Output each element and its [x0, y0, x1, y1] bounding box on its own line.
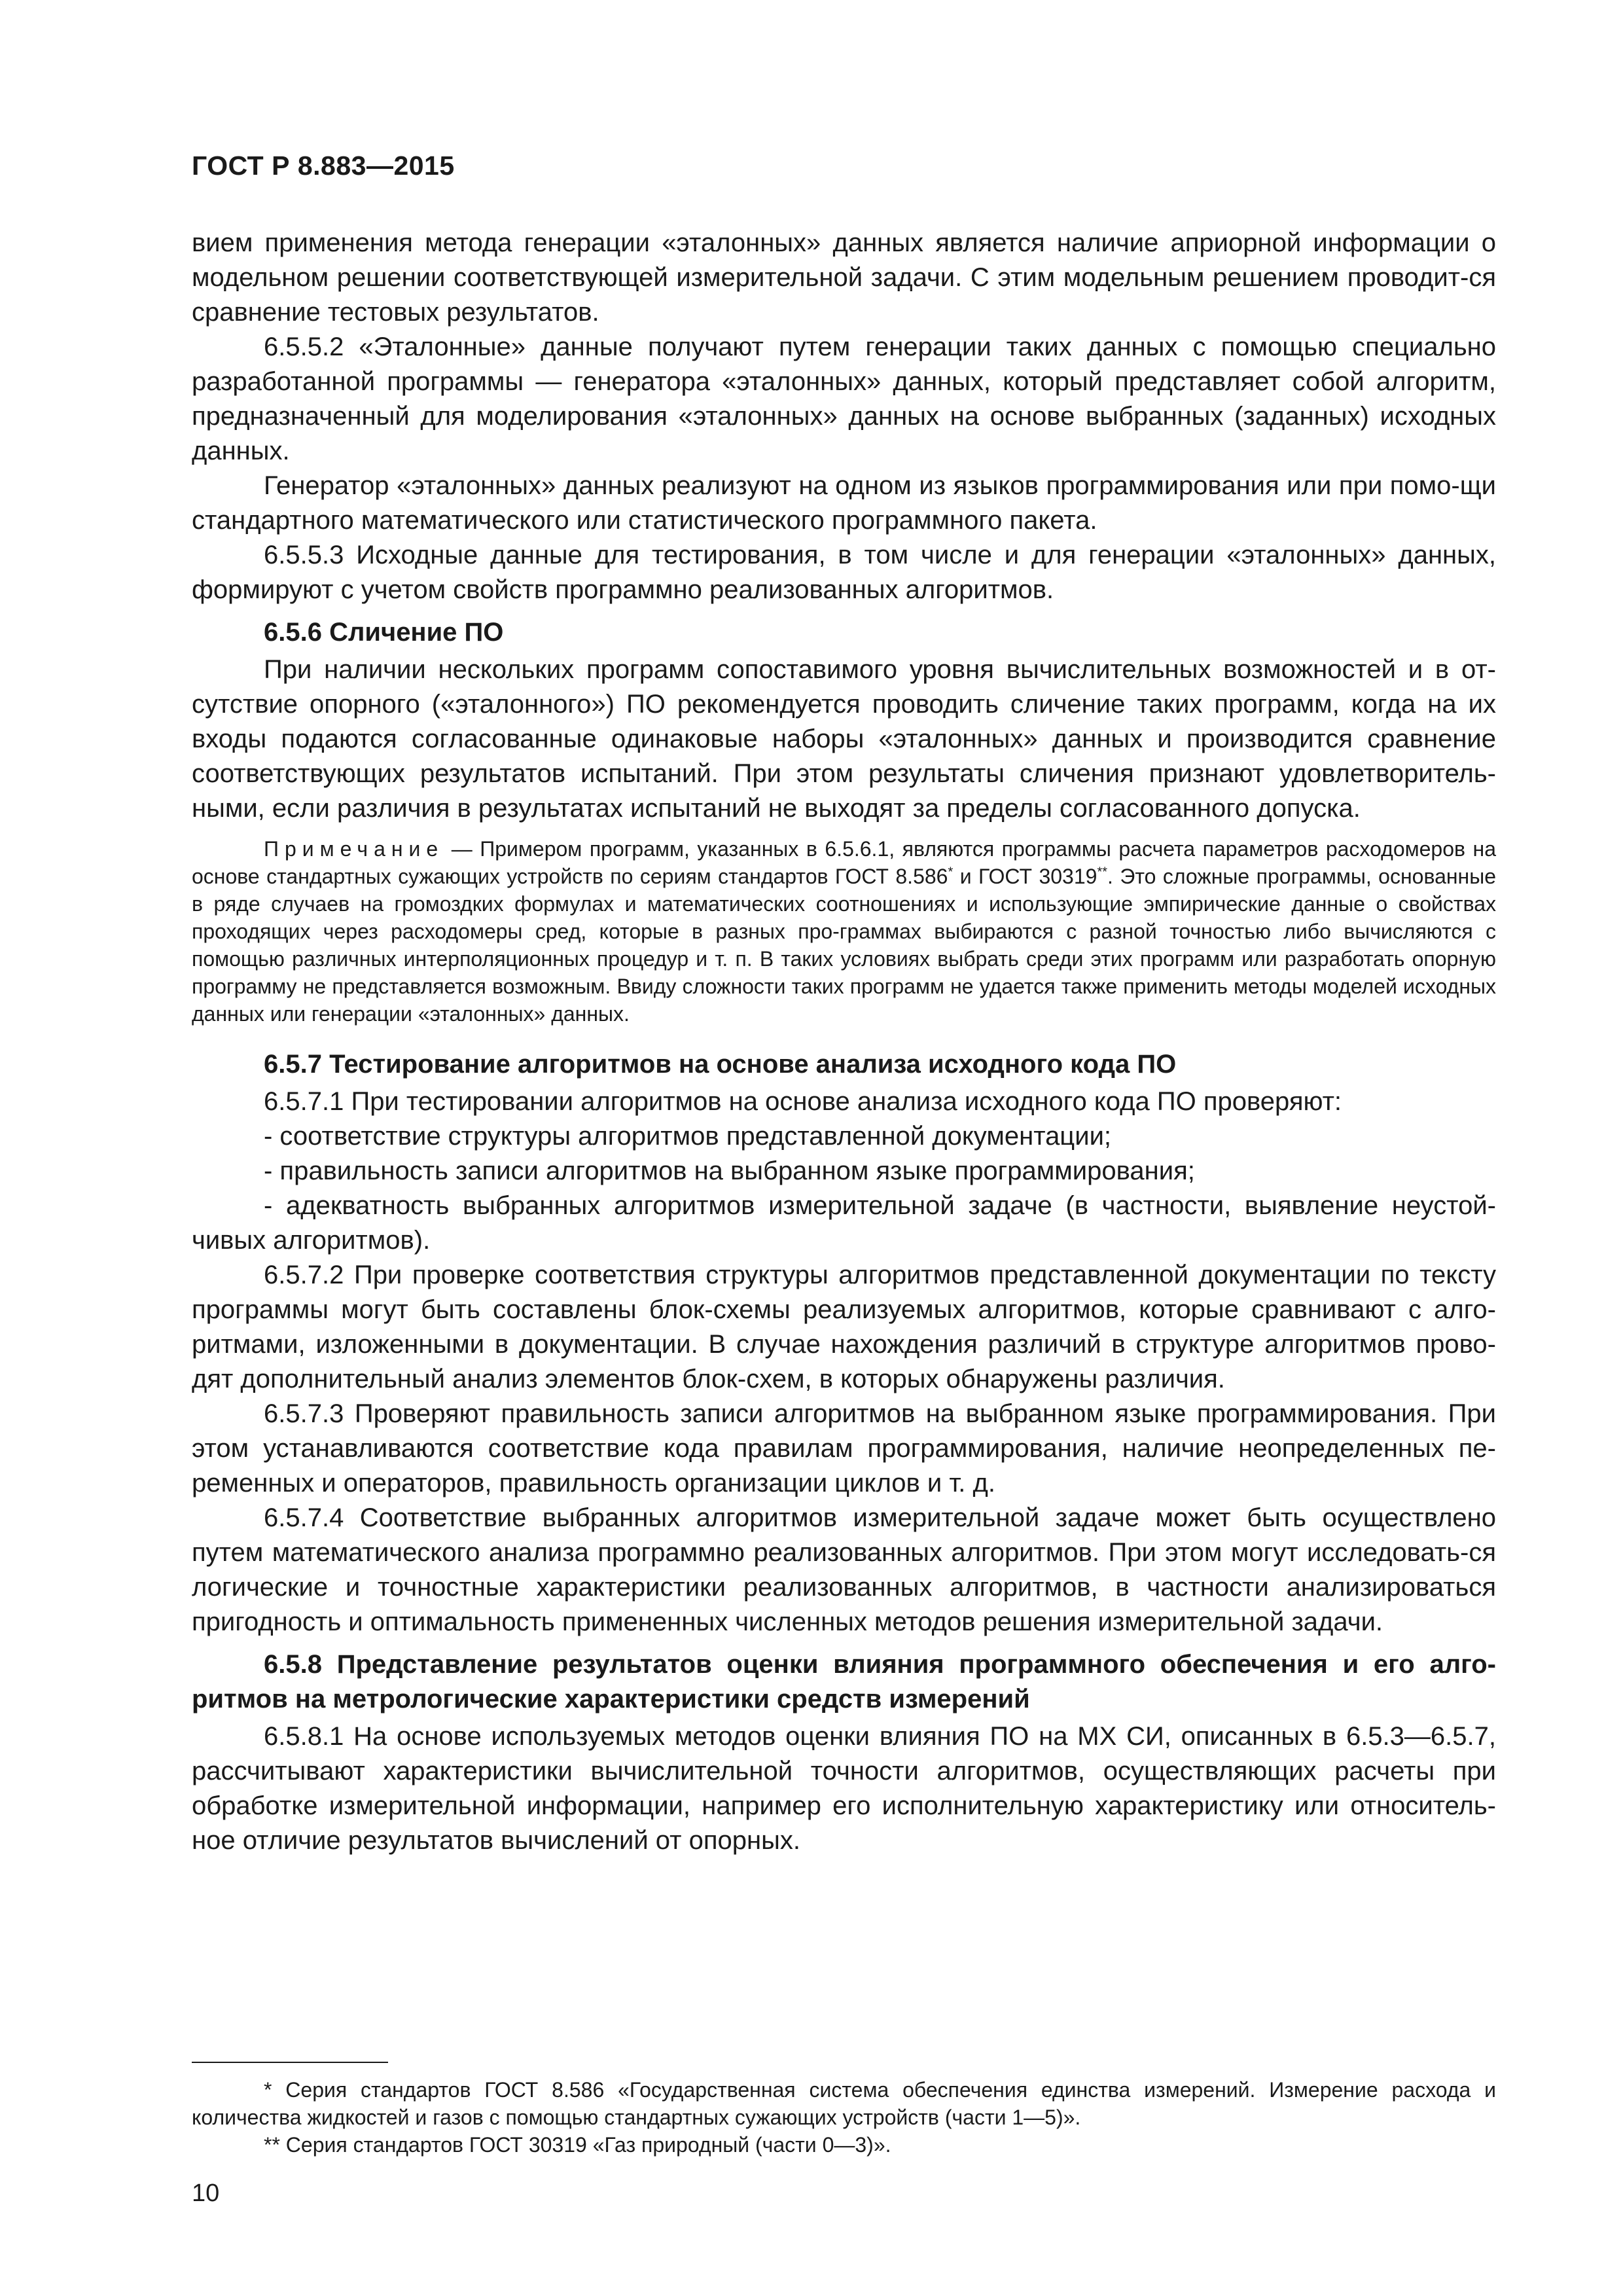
- list-item: - соответствие структуры алгоритмов представленной документации;: [264, 1122, 1112, 1151]
- note-text: — Примером программ, указанных в 6.5.6.1, являются программы расчета параметров расходомеров на основе стандартных сужающих устройств по сериям стандартов ГОСТ 8.586: [192, 837, 1496, 888]
- paragraph-6-5-7-4: 6.5.7.4 Соответствие выбранных алгоритмов измерительной задаче может быть осуществлено путем математического анализа программно реализованных алгоритмов. При этом могут исследовать-ся логические и точностные характеристики реализованных алгоритмов, в частности анализироваться пригодность и оптимальность примененных численных методов решения измерительной задачи.: [192, 1503, 1496, 1636]
- list-item: - адекватность выбранных алгоритмов измерительной задаче (в частности, выявление неустой-чивых алгоритмов).: [192, 1191, 1496, 1255]
- note: [192, 835, 1496, 1028]
- list-item: - правильность записи алгоритмов на выбранном языке программирования;: [264, 1157, 1195, 1185]
- paragraph-6-5-8-1: 6.5.8.1 На основе используемых методов оценки влияния ПО на МХ СИ, описанных в 6.5.3—6.5.7, рассчитывают характеристики вычислительной точности алгоритмов, осуществляющих расчеты при обработке измерительной информации, например его исполнительную характеристику или относитель-ное отличие результатов вычислений от опорных.: [192, 1722, 1496, 1855]
- paragraph: вием применения метода генерации «эталонных» данных является наличие априорной информации о модельном решении соответствующей измерительной задачи. С этим модельным решением проводит-ся сравнение тестовых результатов.: [192, 228, 1496, 327]
- footnote-2: ** Серия стандартов ГОСТ 30319 «Газ природный (части 0—3)».: [264, 2133, 891, 2157]
- paragraph: Генератор «эталонных» данных реализуют на одном из языков программирования или при помо-щи стандартного математического или статистического программного пакета.: [192, 471, 1496, 535]
- footnote-ref-1[interactable]: *: [948, 865, 954, 880]
- section-heading-6-5-8: 6.5.8 Представление результатов оценки влияния программного обеспечения и его алго-ритмов на метрологические характеристики средств измерений: [192, 1650, 1496, 1713]
- footnotes: [192, 2076, 1496, 2159]
- paragraph: При наличии нескольких программ сопоставимого уровня вычислительных возможностей и в от-сутствие опорного («эталонного») ПО рекомендуется проводить сличение таких программ, когда на их входы подаются согласованные одинаковые наборы «эталонных» данных и производится сравнение соответствующих результатов испытаний. При этом результаты сличения признают удовлетворитель-ными, если различия в результатах испытаний не выходят за пределы согласованного допуска.: [192, 655, 1496, 823]
- footnote-divider: [192, 2062, 388, 2063]
- note-text: и ГОСТ 30319: [953, 865, 1097, 888]
- body-text: [192, 226, 1496, 1858]
- footnote-ref-2[interactable]: **: [1097, 865, 1108, 880]
- paragraph-6-5-5-3: 6.5.5.3 Исходные данные для тестирования, в том числе и для генерации «эталонных» данных, формируют с учетом свойств программно реализованных алгоритмов.: [192, 541, 1496, 604]
- section-heading-6-5-7: 6.5.7 Тестирование алгоритмов на основе анализа исходного кода ПО: [264, 1050, 1177, 1079]
- paragraph-6-5-7-2: 6.5.7.2 При проверке соответствия структуры алгоритмов представленной документации по тексту программы могут быть составлены блок-схемы реализуемых алгоритмов, которые сравнивают с алго-ритмами, изложенными в документации. В случае нахождения различий в структуре алгоритмов прово-дят дополнительный анализ элементов блок-схем, в которых обнаружены различия.: [192, 1261, 1496, 1393]
- section-heading-6-5-6: 6.5.6 Сличение ПО: [264, 618, 504, 647]
- note-label: Примечание: [264, 837, 444, 861]
- paragraph-6-5-7-1: 6.5.7.1 При тестировании алгоритмов на основе анализа исходного кода ПО проверяют:: [264, 1087, 1342, 1116]
- paragraph-6-5-7-3: 6.5.7.3 Проверяют правильность записи алгоритмов на выбранном языке программирования. При этом устанавливаются соответствие кода правилам программирования, наличие неопределенных пе-ременных и операторов, правильность организации циклов и т. д.: [192, 1399, 1496, 1498]
- footnote-1: * Серия стандартов ГОСТ 8.586 «Государственная система обеспечения единства измерений. Измерение расхода и количества жидкостей и газов с помощью стандартных сужающих устройств (части 1—5)».: [192, 2078, 1496, 2129]
- paragraph-6-5-5-2: 6.5.5.2 «Эталонные» данные получают путем генерации таких данных с помощью специально разработанной программы — генератора «эталонных» данных, который представляет собой алгоритм, предназначенный для моделирования «эталонных» данных на основе выбранных (заданных) исходных данных.: [192, 332, 1496, 465]
- page-number: 10: [192, 2179, 220, 2207]
- standard-header: ГОСТ Р 8.883—2015: [192, 151, 455, 181]
- note-text: . Это сложные программы, основанные в ряде случаев на громоздких формулах и математических соотношениях и использующие эмпирические данные о свойствах проходящих через расходомеры сред, которые в разных про-граммах выбираются с разной точностью либо вычисляются с помощью различных интерполяционных процедур и т. п. В таких условиях выбрать среди этих программ или разработать опорную программу не представляется возможным. Ввиду сложности таких программ не удается также применить методы моделей исходных данных или генерации «эталонных» данных.: [192, 865, 1497, 1026]
